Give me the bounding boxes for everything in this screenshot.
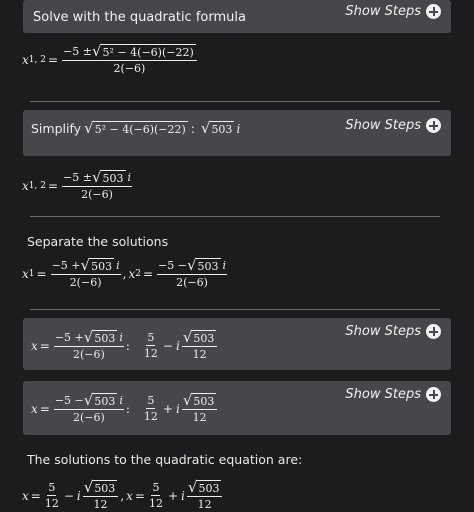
divider <box>30 309 440 310</box>
numerator: 5 <box>152 481 160 494</box>
radical-icon: √ <box>80 256 91 274</box>
imaginary-unit: i <box>119 394 123 407</box>
square-root <box>183 393 217 408</box>
numerator-prefix: −5 − <box>54 394 84 407</box>
step-card-solution-1 <box>23 318 451 370</box>
fraction-x1 <box>51 258 121 289</box>
square-root <box>187 258 221 273</box>
numerator <box>83 480 119 497</box>
step-card-solution-2 <box>23 381 451 435</box>
plus-circle-icon <box>426 324 441 339</box>
step-card-quadratic-formula <box>23 0 451 33</box>
square-root <box>84 121 188 136</box>
result-fraction <box>144 331 158 360</box>
numerator-prefix: −5 + <box>51 259 81 272</box>
variable-x: x <box>31 338 38 353</box>
equals-sign: = <box>142 266 154 281</box>
sign: − <box>162 338 173 353</box>
colon: : <box>190 121 195 136</box>
denominator: 2(−6) <box>81 188 113 201</box>
numerator-prefix: −5 ± <box>63 171 92 184</box>
equals-sign: = <box>39 401 50 416</box>
radical-icon: √ <box>186 256 197 274</box>
imaginary-unit: i <box>222 259 227 272</box>
numerator <box>54 330 124 347</box>
denominator: 12 <box>192 411 207 424</box>
numerator-prefix: −5 + <box>54 331 84 344</box>
show-steps-button[interactable] <box>345 324 441 339</box>
square-root-result <box>201 121 235 136</box>
radical-icon: √ <box>182 391 193 409</box>
divider <box>30 101 440 102</box>
denominator: 2(−6) <box>72 348 105 361</box>
numerator <box>187 480 223 497</box>
imaginary-unit: i <box>175 401 180 416</box>
fraction <box>149 481 163 510</box>
radical-icon: √ <box>83 391 94 409</box>
plus-circle-icon <box>426 387 441 402</box>
radicand: 503 <box>193 395 215 408</box>
radicand: 503 <box>94 482 116 495</box>
square-root <box>81 258 115 273</box>
denominator: 12 <box>143 347 158 360</box>
colon: : <box>125 338 130 353</box>
result-radicand: 503 <box>211 123 233 136</box>
variable-x: x <box>31 401 38 416</box>
radical-icon: √ <box>83 328 94 346</box>
step-card-simplify <box>23 110 451 156</box>
denominator: 12 <box>197 498 212 511</box>
comma: , <box>120 488 125 503</box>
equals-sign: = <box>30 488 41 503</box>
radical-icon: √ <box>187 478 198 496</box>
square-root <box>84 330 118 345</box>
numerator: 5 <box>147 394 155 407</box>
square-root <box>188 480 222 495</box>
plus-circle-icon <box>426 4 441 19</box>
equals-sign: = <box>47 178 59 193</box>
result-fraction <box>144 394 158 423</box>
variable-x: x <box>22 488 29 503</box>
variable-x: x <box>126 488 133 503</box>
imaginary-unit: i <box>119 331 123 344</box>
show-steps-label: Show Steps <box>345 324 421 339</box>
denominator: 2(−6) <box>113 62 146 75</box>
denominator: 2(−6) <box>69 276 102 289</box>
numerator <box>182 330 218 347</box>
radical-icon: √ <box>91 168 102 186</box>
radicand: 503 <box>198 482 220 495</box>
radicand: 503 <box>102 172 124 185</box>
denominator: 2(−6) <box>176 276 208 289</box>
numerator <box>157 258 227 275</box>
square-root <box>84 393 118 408</box>
imaginary-unit: i <box>127 171 132 184</box>
final-title: The solutions to the quadratic equation are: <box>27 452 303 467</box>
equals-sign: = <box>39 338 50 353</box>
result-fraction-root <box>182 330 218 361</box>
subscript: 1, 2 <box>28 180 46 191</box>
denominator: 2(−6) <box>72 411 105 424</box>
square-root <box>84 480 118 495</box>
numerator <box>54 393 124 410</box>
numerator <box>182 393 218 410</box>
imaginary-unit: i <box>181 488 185 503</box>
denominator: 12 <box>93 498 108 511</box>
result-fraction-root <box>182 393 218 424</box>
variable-x: x <box>22 178 29 193</box>
final-solutions <box>22 480 224 511</box>
radical-icon: √ <box>91 42 102 60</box>
radicand: 503 <box>94 395 116 408</box>
square-root <box>92 44 196 59</box>
radical-icon: √ <box>84 119 94 137</box>
equals-sign: = <box>134 488 145 503</box>
numerator <box>62 170 132 187</box>
equals-sign: = <box>36 266 47 281</box>
fraction <box>54 330 124 361</box>
numerator: 5 <box>147 331 155 344</box>
variable-x: x <box>22 266 29 281</box>
sign: + <box>162 401 173 416</box>
radicand: 503 <box>91 260 113 273</box>
solution-1-expression <box>31 330 219 361</box>
imaginary-unit: i <box>116 259 120 272</box>
denominator: 12 <box>148 497 163 510</box>
radical-icon: √ <box>182 328 193 346</box>
fraction <box>54 393 124 424</box>
denominator: 12 <box>44 497 59 510</box>
numerator <box>62 44 197 61</box>
denominator: 12 <box>143 410 158 423</box>
radicand: 503 <box>193 332 215 345</box>
simplify-expression <box>31 121 240 136</box>
numerator-prefix: −5 − <box>158 259 187 272</box>
fraction-x2 <box>157 258 227 289</box>
square-root <box>183 330 217 345</box>
fraction <box>62 44 197 75</box>
fraction <box>62 170 132 201</box>
show-steps-label: Show Steps <box>345 4 421 19</box>
numerator <box>51 258 121 275</box>
radical-icon: √ <box>200 119 211 137</box>
step-title: Simplify <box>31 121 82 136</box>
denominator: 12 <box>192 348 207 361</box>
imaginary-unit: i <box>236 121 241 136</box>
plus-circle-icon <box>426 118 441 133</box>
subscript: 1, 2 <box>28 54 46 65</box>
square-root <box>92 170 126 185</box>
show-steps-label: Show Steps <box>345 118 421 133</box>
numerator: 5 <box>48 481 56 494</box>
imaginary-unit: i <box>175 338 180 353</box>
comma: , <box>122 266 127 281</box>
equals-sign: = <box>47 52 59 67</box>
quadratic-formula-expression <box>22 44 199 75</box>
divider <box>30 216 440 217</box>
subscript: 1 <box>28 268 35 279</box>
colon: : <box>125 401 130 416</box>
show-steps-button[interactable] <box>345 118 441 133</box>
numerator-prefix: −5 ± <box>63 45 92 58</box>
show-steps-label: Show Steps <box>345 387 421 402</box>
variable-x: x <box>22 52 29 67</box>
sign: + <box>167 488 179 503</box>
subscript: 2 <box>135 268 141 279</box>
show-steps-button[interactable] <box>345 387 441 402</box>
radicand: 503 <box>197 260 219 273</box>
radical-icon: √ <box>83 478 94 496</box>
sign: − <box>63 488 74 503</box>
fraction <box>45 481 59 510</box>
separate-title: Separate the solutions <box>27 234 169 249</box>
radicand: 5² − 4(−6)(−22) <box>102 46 194 59</box>
radicand: 5² − 4(−6)(−22) <box>94 123 186 136</box>
radicand: 503 <box>94 332 116 345</box>
separated-solutions <box>22 258 229 289</box>
variable-x: x <box>128 266 136 281</box>
solution-2-expression <box>31 393 219 424</box>
imaginary-unit: i <box>76 488 81 503</box>
show-steps-button[interactable] <box>345 4 441 19</box>
root-fraction <box>187 480 223 511</box>
simplified-expression <box>22 170 134 201</box>
root-fraction <box>83 480 119 511</box>
step-title: Solve with the quadratic formula <box>33 10 246 25</box>
